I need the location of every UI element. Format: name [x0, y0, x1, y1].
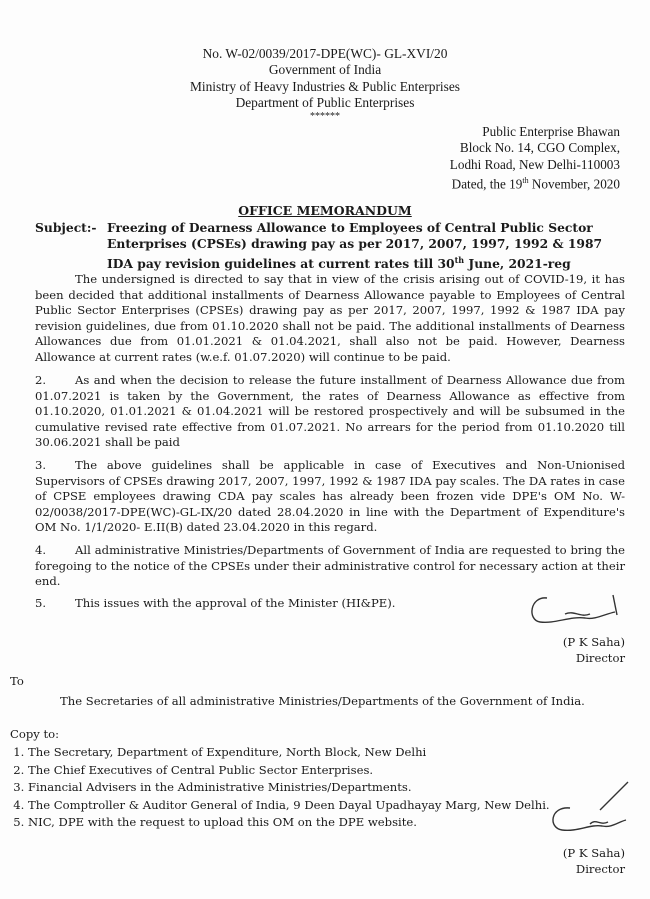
address-line: Lodhi Road, New Delhi-110003 [449, 156, 620, 172]
paragraph-4 [35, 543, 625, 590]
paragraph-3 [35, 458, 625, 536]
copy-recipient: 1. The Secretary, Department of Expenditure, North Block, New Delhi [28, 744, 648, 762]
paragraph-number: 3. [35, 458, 47, 472]
signature-image [540, 780, 630, 840]
subject [35, 220, 625, 272]
address-line: Public Enterprise Bhawan [482, 124, 620, 139]
copy-recipient: 3. Financial Advisers in the Administrative Ministries/Departments. [28, 779, 648, 797]
subject-text [107, 220, 625, 272]
paragraph-text: All administrative Ministries/Departments of Government of India are requested to bring the foregoing to the notice of the CPSEs under their administrative control for necessary action at their end. [35, 543, 625, 589]
government: Government of India [268, 62, 382, 78]
to-label: To [10, 674, 24, 688]
paragraph-text: This issues with the approval of the Minister (HI&PE). [75, 596, 396, 610]
paragraph-number: 2. [35, 373, 47, 387]
signatory-name: (P K Saha) [562, 635, 625, 649]
document-title: OFFICE MEMORANDUM [238, 203, 412, 218]
date [450, 173, 620, 193]
paragraph-2 [35, 373, 625, 451]
paragraph-number: 5. [35, 596, 47, 610]
date-pre: Dated, the 19 [451, 176, 523, 192]
paragraph-1: The undersigned is directed to say that in view of the crisis arising out of COVID-19, it has been decided that additional installments of Dearness Allowance payable to Employees of Central Public Sector Enterprises (CPSEs) drawing pay as per 2017, 2007, 1997, 1992 & 1987 IDA pay revision guidelines, due from 01.10.2020 shall not be paid. The additional installments of Dearness Allowances due from 01.01.2021 & 01.04.2021, shall also not be paid. However, Dearness Allowance at current rates (w.e.f. 01.07.2020) will continue to be paid. [35, 272, 625, 364]
signatory-designation: Director [575, 862, 625, 876]
reference-number: No. W-02/0039/2017-DPE(WC)- GL-XVI/20 [202, 46, 448, 61]
paragraph-text: The above guidelines shall be applicable in case of Executives and Non-Unionised Supervisors of CPSEs drawing 2017, 2007, 1997, 1992 & 1987 IDA pay scales. The DA rates in case of CPSE employees drawing CDA pay scales has already been frozen vide DPE's OM No. W-02/0038/2017-DPE(WC)-GL-IX/20 dated 28.04.2020 in line with the Department of Expenditure's OM No. 1/1/2020- E.II(B) dated 23.04.2020 in this regard. [35, 458, 625, 535]
signature-block-2 [563, 845, 625, 877]
to-recipients: The Secretaries of all administrative Ministries/Departments of the Government of India. [60, 694, 585, 708]
address-block [450, 124, 620, 193]
copy-to-label: Copy to: [10, 727, 60, 741]
subject-text-pre: Freezing of Dearness Allowance to Employees of Central Public Sector Enterprises (CPSEs) drawing pay as per 2017, 2007, 1997, 1992 & 1987 IDA pay revision guidelines at current rates till 30 [107, 220, 603, 272]
signatory-designation: Director [575, 651, 625, 665]
subject-label: Subject:- [35, 220, 97, 235]
department: Department of Public Enterprises [235, 95, 415, 111]
copy-recipient: 4. The Comptroller & Auditor General of India, 9 Deen Dayal Upadhayay Marg, New Delhi. [28, 797, 648, 815]
subject-text-post: June, 2021-reg [464, 256, 571, 272]
copy-recipient: 5. NIC, DPE with the request to upload this OM on the DPE website. [28, 814, 648, 832]
paragraph-text: As and when the decision to release the future installment of Dearness Allowance due from 01.07.2021 is taken by the Government, the rates of Dearness Allowance as effective from 01.10.2020, 01.01.2021 & 01.04.2021 will be restored prospectively and will be subsumed in the cumulative revised rate effective from 01.07.2021. No arrears for the period from 01.10.2020 till 30.06.2021 shall be paid [35, 373, 625, 450]
separator-stars: ****** [310, 110, 340, 122]
paragraph-number: 4. [35, 543, 47, 557]
signature-block-1 [563, 634, 625, 666]
signatory-name: (P K Saha) [562, 846, 625, 860]
signature-image [525, 590, 620, 630]
ministry: Ministry of Heavy Industries & Public Enterprises [189, 78, 460, 94]
date-sup: th [522, 176, 529, 186]
address-line: Block No. 14, CGO Complex, [459, 140, 620, 156]
date-post: November, 2020 [528, 176, 620, 192]
subject-sup: th [454, 255, 465, 265]
copy-recipient: 2. The Chief Executives of Central Public Sector Enterprises. [28, 762, 648, 780]
letterhead [0, 46, 650, 122]
